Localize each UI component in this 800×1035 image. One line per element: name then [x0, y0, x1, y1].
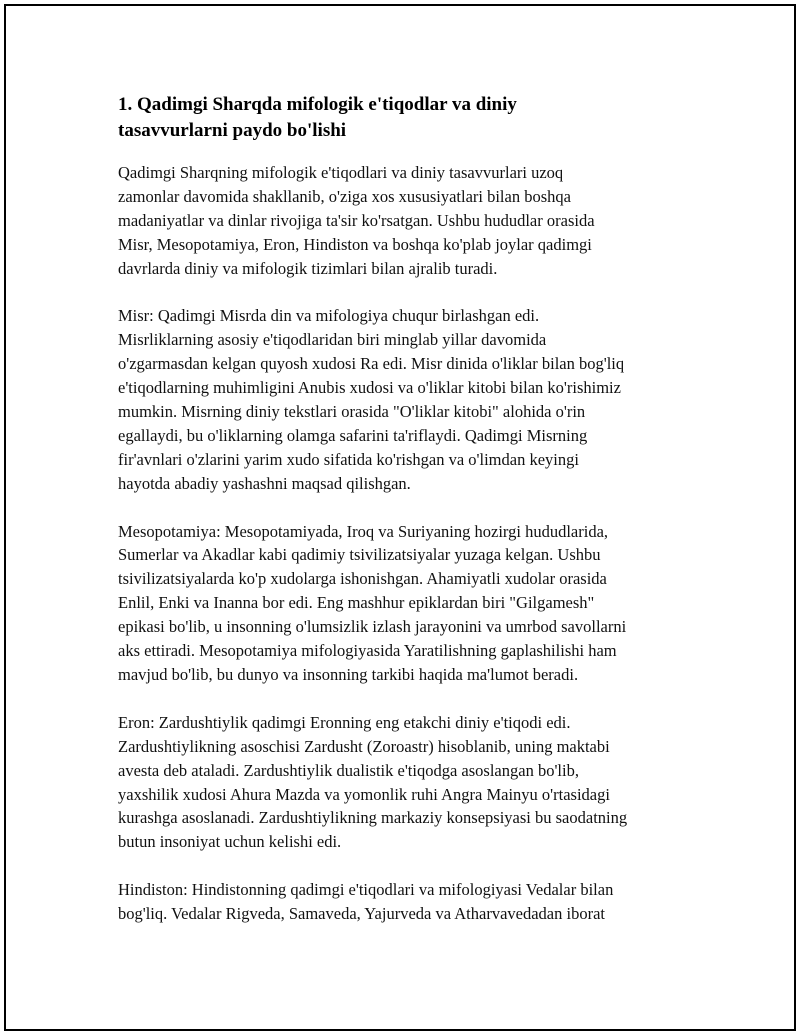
text-line: Zardushtiylikning asoschisi Zardusht (Zoroastr) hisoblanib, uning maktabi [118, 736, 610, 756]
paragraph-eron [118, 711, 698, 854]
text-line: avesta deb ataladi. Zardushtiylik dualistik e'tiqodga asoslangan bo'lib, [118, 760, 579, 780]
heading-line: 1. Qadimgi Sharqda mifologik e'tiqodlar va diniy [118, 94, 517, 115]
paragraph-hindiston [118, 878, 698, 926]
text-line: davrlarda diniy va mifologik tizimlari bilan ajralib turadi. [118, 258, 498, 278]
text-line: mumkin. Misrning diniy tekstlari orasida "O'liklar kitobi" alohida o'rin [118, 402, 586, 422]
text-line: Misr: Qadimgi Misrda din va mifologiya chuqur birlashgan edi. [118, 306, 540, 326]
text-line: Qadimgi Sharqning mifologik e'tiqodlari va diniy tasavvurlari uzoq [118, 163, 564, 182]
document-body [118, 92, 698, 950]
paragraph-mesopotamiya [118, 520, 698, 687]
text-line: kurashga asoslanadi. Zardushtiylikning markaziy konsepsiyasi bu saodatning [118, 808, 628, 828]
text-line: mavjud bo'lib, bu dunyo va insonning tarkibi haqida ma'lumot beradi. [118, 665, 579, 684]
paragraph-misr [118, 304, 698, 495]
text-line: egallaydi, bu o'liklarning olamga safarini ta'riflaydi. Qadimgi Misrning [118, 425, 588, 445]
text-line: fir'avnlari o'zlarini yarim xudo sifatida ko'rishgan va o'limdan keyingi [118, 449, 579, 469]
text-line: Misrliklarning asosiy e'tiqodlaridan biri minglab yillar davomida [118, 330, 547, 350]
heading-line: tasavvurlarni paydo bo'lishi [118, 120, 347, 141]
text-line: Misr, Mesopotamiya, Eron, Hindiston va boshqa ko'plab joylar qadimgi [118, 234, 592, 254]
text-line: e'tiqodlarning muhimligini Anubis xudosi va o'liklar kitobi bilan ko'rishimiz [118, 378, 621, 398]
text-line: tsivilizatsiyalarda ko'p xudolarga ishonishgan. Ahamiyatli xudolar orasida [118, 569, 607, 589]
text-line: zamonlar davomida shakllanib, o'ziga xos xususiyatlari bilan boshqa [118, 186, 571, 206]
text-line: bog'liq. Vedalar Rigveda, Samaveda, Yajurveda va Atharvavedadan iborat [118, 904, 605, 924]
text-line: Enlil, Enki va Inanna bor edi. Eng mashhur epiklardan biri "Gilgamesh" [118, 593, 595, 613]
text-line: Sumerlar va Akadlar kabi qadimiy tsivilizatsiyalar yuzaga kelgan. Ushbu [118, 545, 601, 565]
text-line: o'zgarmasdan kelgan quyosh xudosi Ra edi. Misr dinida o'liklar bilan bog'liq [118, 354, 625, 374]
text-line: epikasi bo'lib, u insonning o'lumsizlik izlash jarayonini va umrbod savollarni [118, 617, 627, 637]
paragraph-intro [118, 161, 698, 281]
text-line: butun insoniyat uchun kelishi edi. [118, 832, 342, 852]
text-line: Eron: Zardushtiylik qadimgi Eronning eng etakchi diniy e'tiqodi edi. [118, 712, 571, 732]
text-line: aks ettiradi. Mesopotamiya mifologiyasida Yaratilishning gaplashilishi ham [118, 641, 617, 661]
text-line: madaniyatlar va dinlar rivojiga ta'sir ko'rsatgan. Ushbu hududlar orasida [118, 210, 595, 230]
text-line: Hindiston: Hindistonning qadimgi e'tiqodlari va mifologiyasi Vedalar bilan [118, 880, 614, 900]
text-line: Mesopotamiya: Mesopotamiyada, Iroq va Suriyaning hozirgi hududlarida, [118, 521, 609, 541]
text-line: yaxshilik xudosi Ahura Mazda va yomonlik ruhi Angra Mainyu o'rtasidagi [118, 784, 610, 804]
text-line: hayotda abadiy yashashni maqsad qilishgan. [118, 473, 411, 493]
section-heading [118, 92, 698, 144]
